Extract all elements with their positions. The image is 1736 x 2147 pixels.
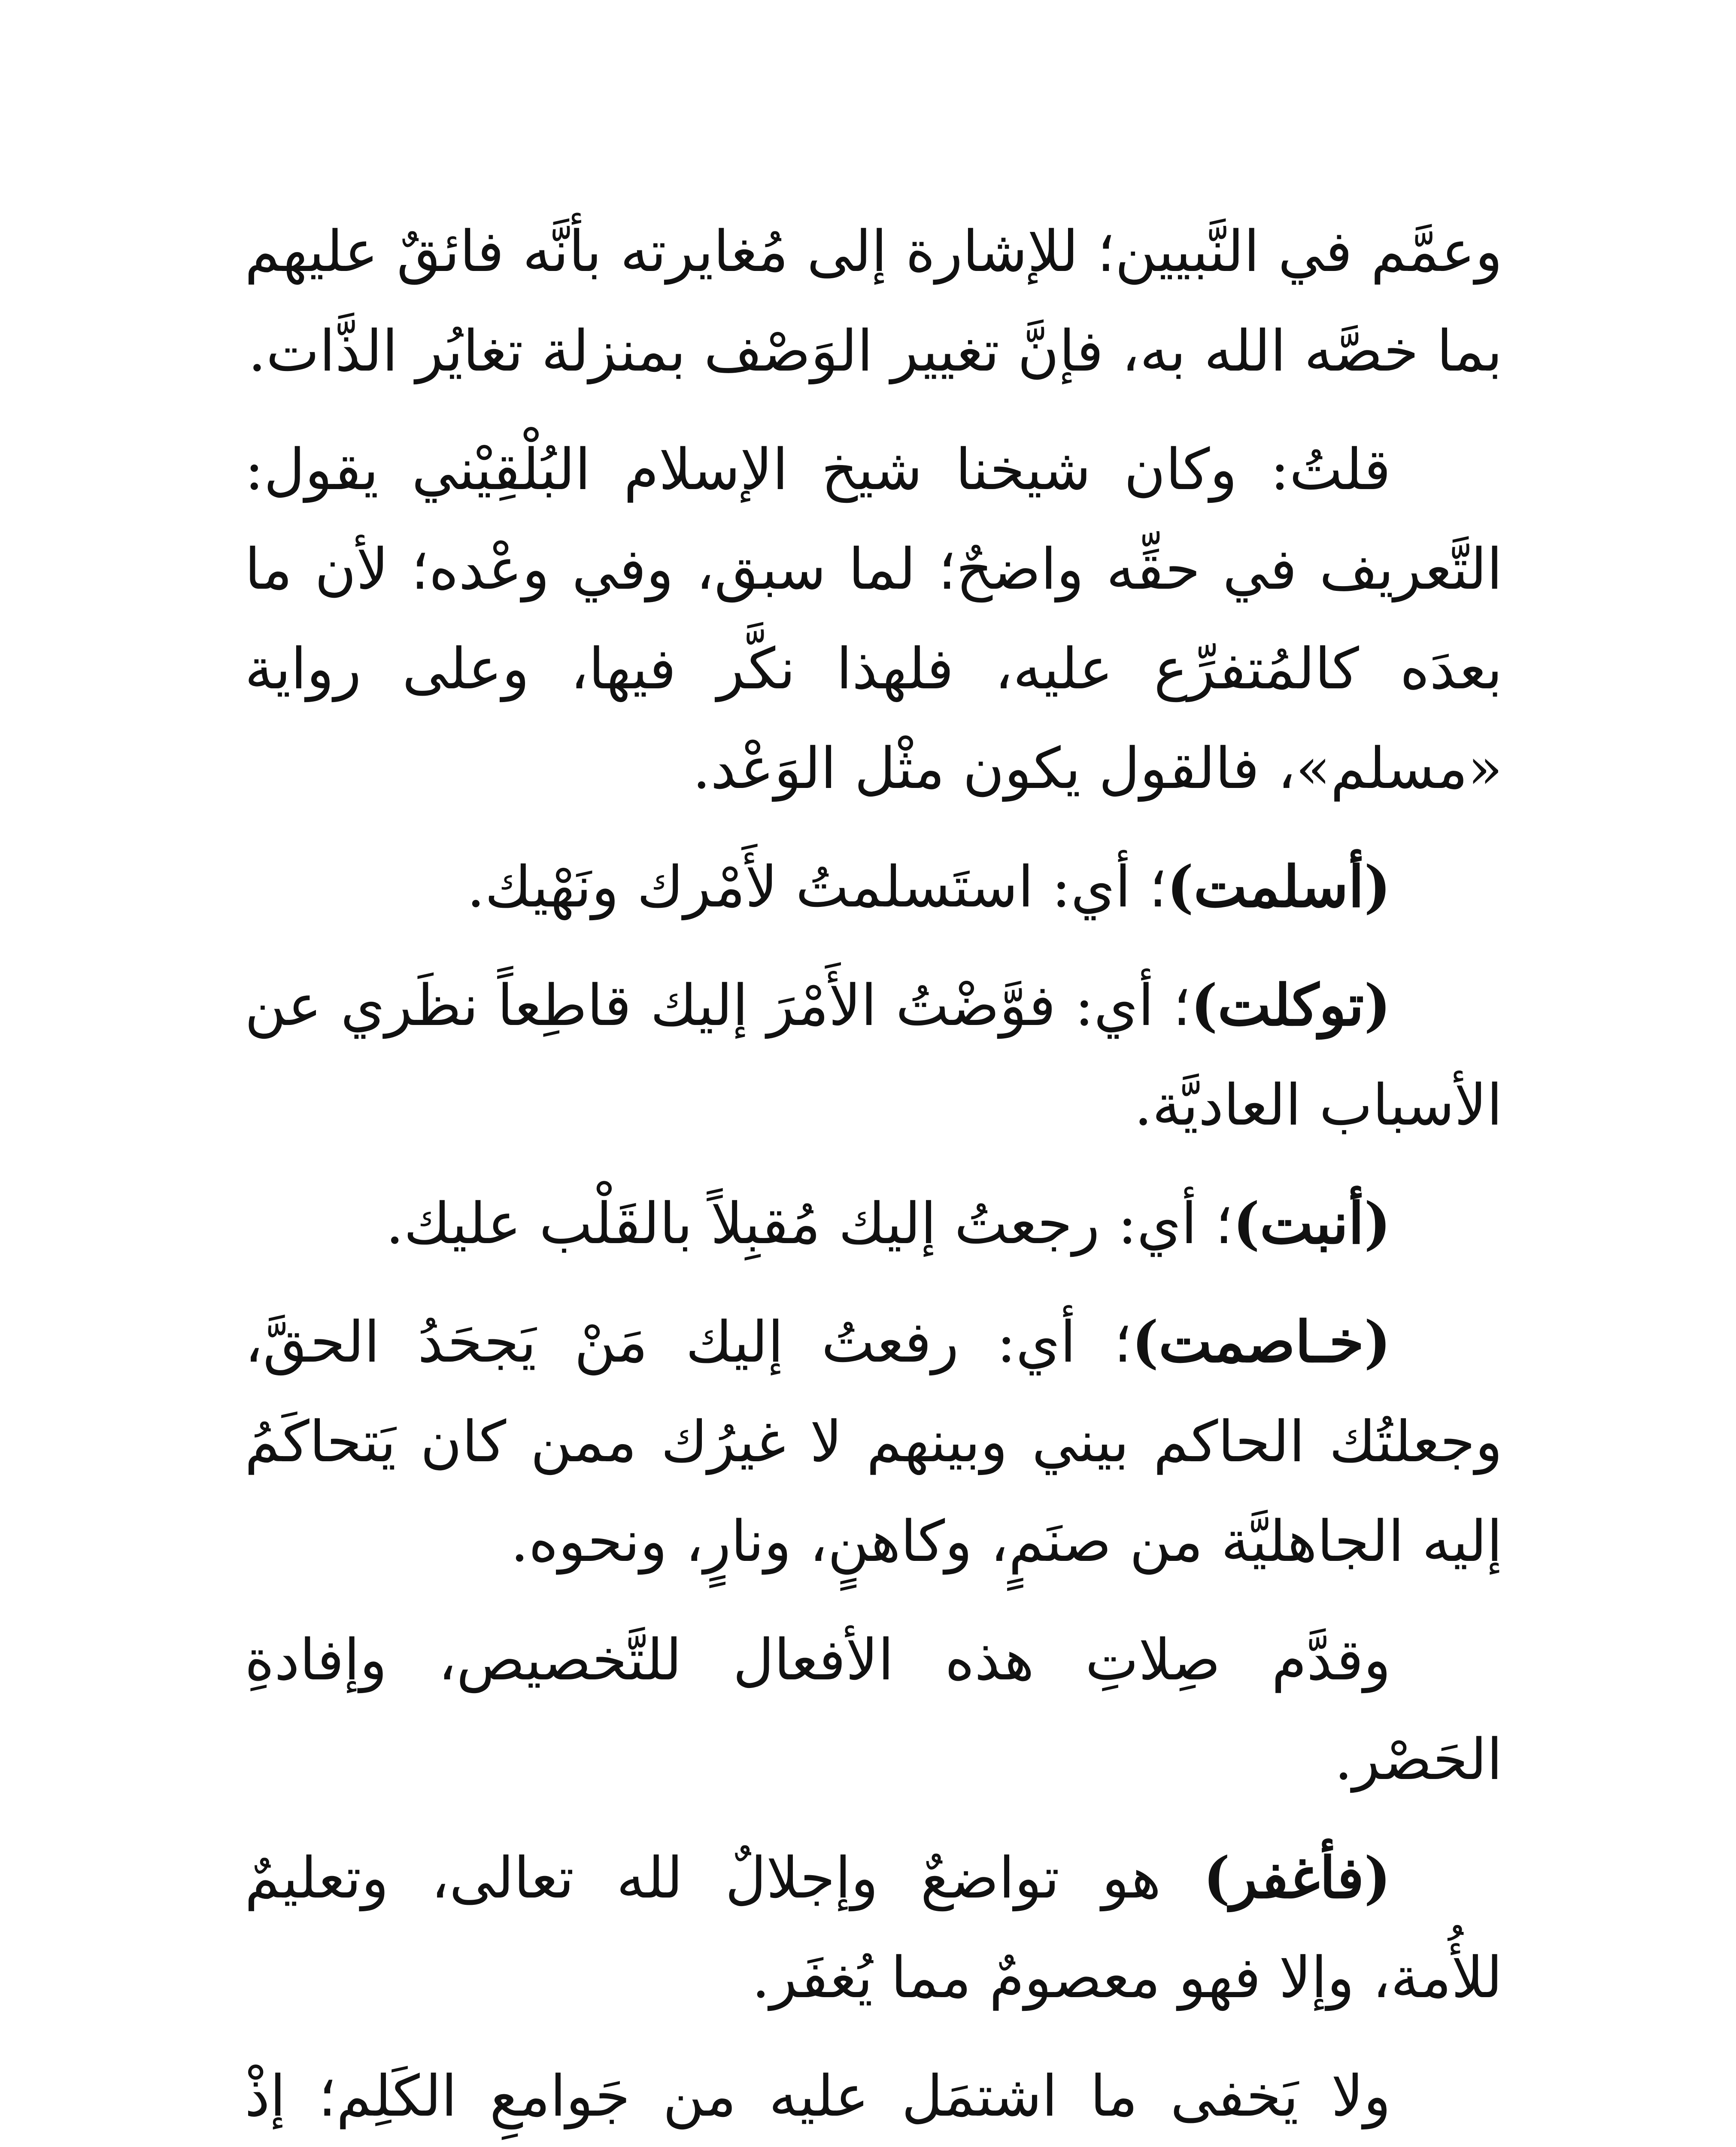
paragraph-1-text: وعمَّم في النَّبيين؛ للإشارة إلى مُغايرته بأنَّه فائقٌ عليهم بما خصَّه الله به، فإنَّ تغيير الوَصْف بمنزلة تغايُر الذَّات. bbox=[245, 219, 1502, 384]
paragraph-2-text: قلتُ: وكان شيخنا شيخ الإسلام البُلْقِيْني يقول: التَّعريف في حقِّه واضحٌ؛ لما سبق، وفي وعْده؛ لأن ما بعدَه كالمُتفرِّع عليه، فلهذا نكَّر فيها، وعلى رواية «مسلم»، فالقول يكون مثْل الوَعْد. bbox=[245, 437, 1502, 802]
page-body bbox=[245, 202, 1502, 2147]
paragraph-9 bbox=[245, 2047, 1502, 2147]
paragraph-5-text: ؛ أي: رجعتُ إليك مُقبِلاً بالقَلْب عليك. bbox=[385, 1191, 1233, 1257]
paragraph-3-text: ؛ أي: استَسلمتُ لأَمْرك ونَهْيك. bbox=[467, 854, 1167, 920]
paragraph-3 bbox=[245, 837, 1502, 937]
keyword-khasamtu: (خـاصمت) bbox=[1132, 1309, 1391, 1375]
paragraph-4 bbox=[245, 956, 1502, 1155]
paragraph-7-text: وقدَّم صِلاتِ هذه الأفعال للتَّخصيص، وإفادةِ الحَصْر. bbox=[245, 1627, 1502, 1793]
keyword-aslamtu: (أسلمت) bbox=[1167, 854, 1391, 920]
paragraph-8-text: هو تواضعٌ وإجلالٌ لله تعالى، وتعليمٌ للأُمة، وإلا فهو معصومٌ مما يُغفَر. bbox=[245, 1845, 1502, 2011]
paragraph-2 bbox=[245, 420, 1502, 818]
paragraph-6-text: ؛ أي: رفعتُ إليك مَنْ يَجحَدُ الحقَّ، وجعلتُك الحاكم بيني وبينهم لا غيرُك ممن كان يَتحاكَمُ إليه الجاهليَّة من صنَمٍ، وكاهنٍ، ونارٍ، ونحوه. bbox=[245, 1309, 1502, 1575]
paragraph-7 bbox=[245, 1610, 1502, 1809]
keyword-anabtu: (أنبت) bbox=[1233, 1190, 1391, 1257]
paragraph-9-text: ولا يَخفى ما اشتمَل عليه من جَوامعِ الكَلِم؛ إذْ bbox=[245, 2063, 1391, 2129]
paragraph-4-text: ؛ أي: فوَّضْتُ الأَمْرَ إليك قاطِعاً نظَري عن الأسباب العاديَّة. bbox=[245, 973, 1502, 1138]
paragraph-6 bbox=[245, 1292, 1502, 1591]
paragraph-1 bbox=[245, 202, 1502, 401]
paragraph-5 bbox=[245, 1174, 1502, 1274]
paragraph-8 bbox=[245, 1828, 1502, 2028]
keyword-tawakkaltu: (توكلت) bbox=[1191, 972, 1391, 1039]
keyword-faghfir: (فأغفر) bbox=[1203, 1845, 1391, 1911]
